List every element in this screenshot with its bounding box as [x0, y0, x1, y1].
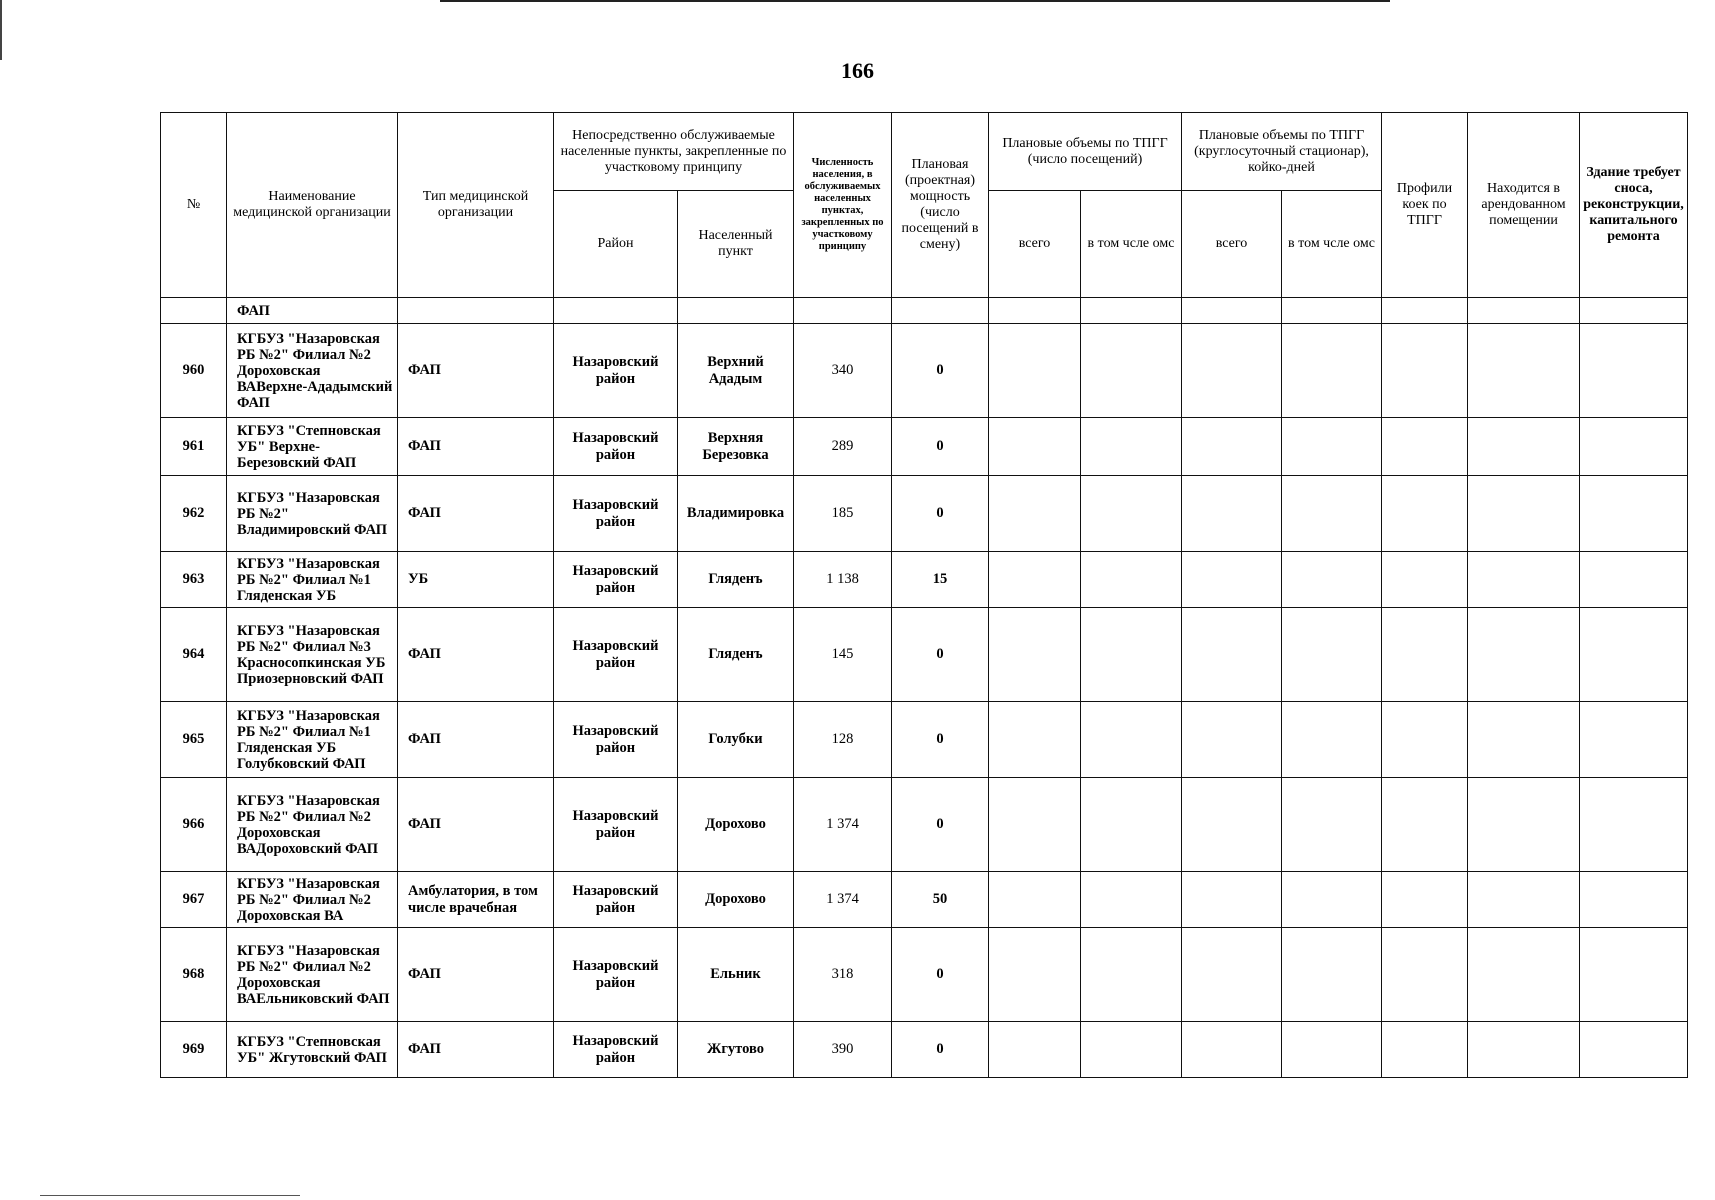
rented-cell — [1468, 778, 1580, 872]
visits-oms-cell — [1081, 476, 1182, 552]
header-district: Район — [554, 191, 678, 298]
row-number-cell: 963 — [161, 552, 227, 608]
visits-oms-cell — [1081, 928, 1182, 1022]
header-building: Здание требует сноса, реконструкции, капитального ремонта — [1580, 113, 1688, 298]
visits-oms-cell — [1081, 608, 1182, 702]
building-cell — [1580, 476, 1688, 552]
header-no: № — [161, 113, 227, 298]
table-row — [161, 552, 1688, 608]
header-bed-total: всего — [1182, 191, 1282, 298]
org-type-cell: ФАП — [398, 608, 554, 702]
row-number-cell: 969 — [161, 1022, 227, 1078]
visits-total-cell — [989, 778, 1081, 872]
bed-total-cell — [1182, 552, 1282, 608]
table-row — [161, 608, 1688, 702]
table-row — [161, 702, 1688, 778]
population-cell: 1 374 — [794, 872, 892, 928]
row-number-cell: 960 — [161, 324, 227, 418]
bed-profiles-cell — [1382, 1022, 1468, 1078]
carry-over-cell — [794, 298, 892, 324]
visits-total-cell — [989, 702, 1081, 778]
district-cell: Назаровский район — [554, 702, 678, 778]
header-locality: Населенный пункт — [678, 191, 794, 298]
header-visits-oms: в том чсле омс — [1081, 191, 1182, 298]
building-cell — [1580, 552, 1688, 608]
population-cell: 1 138 — [794, 552, 892, 608]
bed-oms-cell — [1282, 608, 1382, 702]
carry-over-cell — [1182, 298, 1282, 324]
district-cell: Назаровский район — [554, 324, 678, 418]
carry-over-cell — [1282, 298, 1382, 324]
bed-profiles-cell — [1382, 872, 1468, 928]
rented-cell — [1468, 324, 1580, 418]
visits-total-cell — [989, 418, 1081, 476]
org-name-cell: КГБУЗ "Назаровская РБ №2" Филиал №1 Гляденская УБ — [227, 552, 398, 608]
org-name-cell: КГБУЗ "Назаровская РБ №2" Филиал №2 Дороховская ВАДороховский ФАП — [227, 778, 398, 872]
org-type-cell: ФАП — [398, 324, 554, 418]
table-body — [161, 298, 1688, 1078]
table-row — [161, 872, 1688, 928]
visits-total-cell — [989, 324, 1081, 418]
org-name-cell: КГБУЗ "Степновская УБ" Верхне-Березовский ФАП — [227, 418, 398, 476]
table-row — [161, 476, 1688, 552]
carry-over-row — [161, 298, 1688, 324]
capacity-cell: 0 — [892, 928, 989, 1022]
capacity-cell: 15 — [892, 552, 989, 608]
table-row — [161, 418, 1688, 476]
bed-total-cell — [1182, 778, 1282, 872]
rented-cell — [1468, 476, 1580, 552]
row-number-cell: 968 — [161, 928, 227, 1022]
building-cell — [1580, 418, 1688, 476]
bed-oms-cell — [1282, 872, 1382, 928]
building-cell — [1580, 702, 1688, 778]
row-number-cell: 964 — [161, 608, 227, 702]
population-cell: 340 — [794, 324, 892, 418]
building-cell — [1580, 778, 1688, 872]
rented-cell — [1468, 702, 1580, 778]
capacity-cell: 0 — [892, 418, 989, 476]
bed-oms-cell — [1282, 552, 1382, 608]
visits-total-cell — [989, 476, 1081, 552]
table-row — [161, 324, 1688, 418]
medical-organizations-table — [160, 112, 1688, 1078]
org-type-cell: ФАП — [398, 702, 554, 778]
header-bed-oms: в том чсле омс — [1282, 191, 1382, 298]
building-cell — [1580, 1022, 1688, 1078]
district-cell: Назаровский район — [554, 552, 678, 608]
carry-over-cell — [1580, 298, 1688, 324]
bed-total-cell — [1182, 702, 1282, 778]
locality-cell: Верхний Ададым — [678, 324, 794, 418]
org-name-cell: КГБУЗ "Назаровская РБ №2" Филиал №3 Красносопкинская УБ Приозерновский ФАП — [227, 608, 398, 702]
bed-profiles-cell — [1382, 476, 1468, 552]
district-cell: Назаровский район — [554, 476, 678, 552]
capacity-cell: 0 — [892, 324, 989, 418]
scan-edge-bottom — [40, 1195, 300, 1196]
bed-oms-cell — [1282, 418, 1382, 476]
bed-oms-cell — [1282, 324, 1382, 418]
org-name-cell: КГБУЗ "Степновская УБ" Жгутовский ФАП — [227, 1022, 398, 1078]
visits-total-cell — [989, 872, 1081, 928]
locality-cell: Владимировка — [678, 476, 794, 552]
header-visits-total: всего — [989, 191, 1081, 298]
bed-total-cell — [1182, 608, 1282, 702]
bed-profiles-cell — [1382, 778, 1468, 872]
header-bed-volume: Плановые объемы по ТПГГ (круглосуточный стационар), койко-дней — [1182, 113, 1382, 191]
carry-over-cell — [398, 298, 554, 324]
capacity-cell: 50 — [892, 872, 989, 928]
visits-oms-cell — [1081, 778, 1182, 872]
building-cell — [1580, 928, 1688, 1022]
header-bed-profiles: Профили коек по ТПГГ — [1382, 113, 1468, 298]
rented-cell — [1468, 872, 1580, 928]
capacity-cell: 0 — [892, 1022, 989, 1078]
visits-total-cell — [989, 1022, 1081, 1078]
carry-over-cell — [161, 298, 227, 324]
bed-total-cell — [1182, 928, 1282, 1022]
carry-over-cell — [1081, 298, 1182, 324]
capacity-cell: 0 — [892, 476, 989, 552]
bed-oms-cell — [1282, 1022, 1382, 1078]
org-type-cell: ФАП — [398, 778, 554, 872]
capacity-cell: 0 — [892, 608, 989, 702]
rented-cell — [1468, 928, 1580, 1022]
page-number: 166 — [841, 58, 874, 83]
bed-profiles-cell — [1382, 702, 1468, 778]
bed-profiles-cell — [1382, 324, 1468, 418]
bed-profiles-cell — [1382, 552, 1468, 608]
visits-total-cell — [989, 552, 1081, 608]
carry-over-cell — [989, 298, 1081, 324]
bed-profiles-cell — [1382, 928, 1468, 1022]
building-cell — [1580, 324, 1688, 418]
bed-total-cell — [1182, 418, 1282, 476]
org-type-cell: Амбулатория, в том числе врачебная — [398, 872, 554, 928]
header-rented: Находится в арендованном помещении — [1468, 113, 1580, 298]
population-cell: 390 — [794, 1022, 892, 1078]
carry-over-org: ФАП — [227, 298, 398, 324]
locality-cell: Жгутово — [678, 1022, 794, 1078]
population-cell: 289 — [794, 418, 892, 476]
district-cell: Назаровский район — [554, 872, 678, 928]
header-served-points: Непосредственно обслуживаемые населенные пункты, закрепленные по участковому принципу — [554, 113, 794, 191]
population-cell: 145 — [794, 608, 892, 702]
bed-profiles-cell — [1382, 608, 1468, 702]
org-type-cell: ФАП — [398, 476, 554, 552]
bed-total-cell — [1182, 476, 1282, 552]
org-type-cell: ФАП — [398, 1022, 554, 1078]
bed-total-cell — [1182, 1022, 1282, 1078]
table-row — [161, 928, 1688, 1022]
population-cell: 1 374 — [794, 778, 892, 872]
header-capacity: Плановая (проектная) мощность (число посещений в смену) — [892, 113, 989, 298]
district-cell: Назаровский район — [554, 778, 678, 872]
row-number-cell: 965 — [161, 702, 227, 778]
header-visits-volume: Плановые объемы по ТПГГ (число посещений) — [989, 113, 1182, 191]
locality-cell: Гляденъ — [678, 608, 794, 702]
visits-total-cell — [989, 928, 1081, 1022]
org-name-cell: КГБУЗ "Назаровская РБ №2" Филиал №2 Дороховская ВА — [227, 872, 398, 928]
bed-oms-cell — [1282, 476, 1382, 552]
row-number-cell: 961 — [161, 418, 227, 476]
population-cell: 318 — [794, 928, 892, 1022]
carry-over-cell — [1382, 298, 1468, 324]
row-number-cell: 966 — [161, 778, 227, 872]
visits-total-cell — [989, 608, 1081, 702]
carry-over-cell — [554, 298, 678, 324]
building-cell — [1580, 872, 1688, 928]
bed-oms-cell — [1282, 778, 1382, 872]
rented-cell — [1468, 552, 1580, 608]
capacity-cell: 0 — [892, 778, 989, 872]
locality-cell: Голубки — [678, 702, 794, 778]
visits-oms-cell — [1081, 418, 1182, 476]
carry-over-cell — [892, 298, 989, 324]
population-cell: 128 — [794, 702, 892, 778]
locality-cell: Дорохово — [678, 872, 794, 928]
bed-profiles-cell — [1382, 418, 1468, 476]
visits-oms-cell — [1081, 1022, 1182, 1078]
bed-oms-cell — [1282, 702, 1382, 778]
bed-oms-cell — [1282, 928, 1382, 1022]
district-cell: Назаровский район — [554, 928, 678, 1022]
row-number-cell: 967 — [161, 872, 227, 928]
locality-cell: Гляденъ — [678, 552, 794, 608]
table-row — [161, 778, 1688, 872]
locality-cell: Дорохово — [678, 778, 794, 872]
org-type-cell: ФАП — [398, 418, 554, 476]
bed-total-cell — [1182, 324, 1282, 418]
building-cell — [1580, 608, 1688, 702]
carry-over-cell — [1468, 298, 1580, 324]
carry-over-cell — [678, 298, 794, 324]
bed-total-cell — [1182, 872, 1282, 928]
org-name-cell: КГБУЗ "Назаровская РБ №2" Владимировский ФАП — [227, 476, 398, 552]
scan-edge-top — [440, 0, 1390, 2]
locality-cell: Ельник — [678, 928, 794, 1022]
population-cell: 185 — [794, 476, 892, 552]
visits-oms-cell — [1081, 872, 1182, 928]
org-name-cell: КГБУЗ "Назаровская РБ №2" Филиал №2 Дороховская ВАЕльниковский ФАП — [227, 928, 398, 1022]
capacity-cell: 0 — [892, 702, 989, 778]
org-type-cell: ФАП — [398, 928, 554, 1022]
org-name-cell: КГБУЗ "Назаровская РБ №2" Филиал №2 Дороховская ВАВерхне-Ададымский ФАП — [227, 324, 398, 418]
table-header — [161, 113, 1688, 298]
visits-oms-cell — [1081, 324, 1182, 418]
table-row — [161, 1022, 1688, 1078]
org-name-cell: КГБУЗ "Назаровская РБ №2" Филиал №1 Гляденская УБ Голубковский ФАП — [227, 702, 398, 778]
header-org-name: Наименование медицинской организации — [227, 113, 398, 298]
district-cell: Назаровский район — [554, 418, 678, 476]
visits-oms-cell — [1081, 552, 1182, 608]
header-population: Численность населения, в обслуживаемых населенных пунктах, закрепленных по участковому принципу — [794, 113, 892, 298]
district-cell: Назаровский район — [554, 608, 678, 702]
scan-edge-left — [0, 0, 2, 60]
rented-cell — [1468, 608, 1580, 702]
rented-cell — [1468, 418, 1580, 476]
row-number-cell: 962 — [161, 476, 227, 552]
header-org-type: Тип медицинской организации — [398, 113, 554, 298]
org-type-cell: УБ — [398, 552, 554, 608]
visits-oms-cell — [1081, 702, 1182, 778]
rented-cell — [1468, 1022, 1580, 1078]
district-cell: Назаровский район — [554, 1022, 678, 1078]
locality-cell: Верхняя Березовка — [678, 418, 794, 476]
